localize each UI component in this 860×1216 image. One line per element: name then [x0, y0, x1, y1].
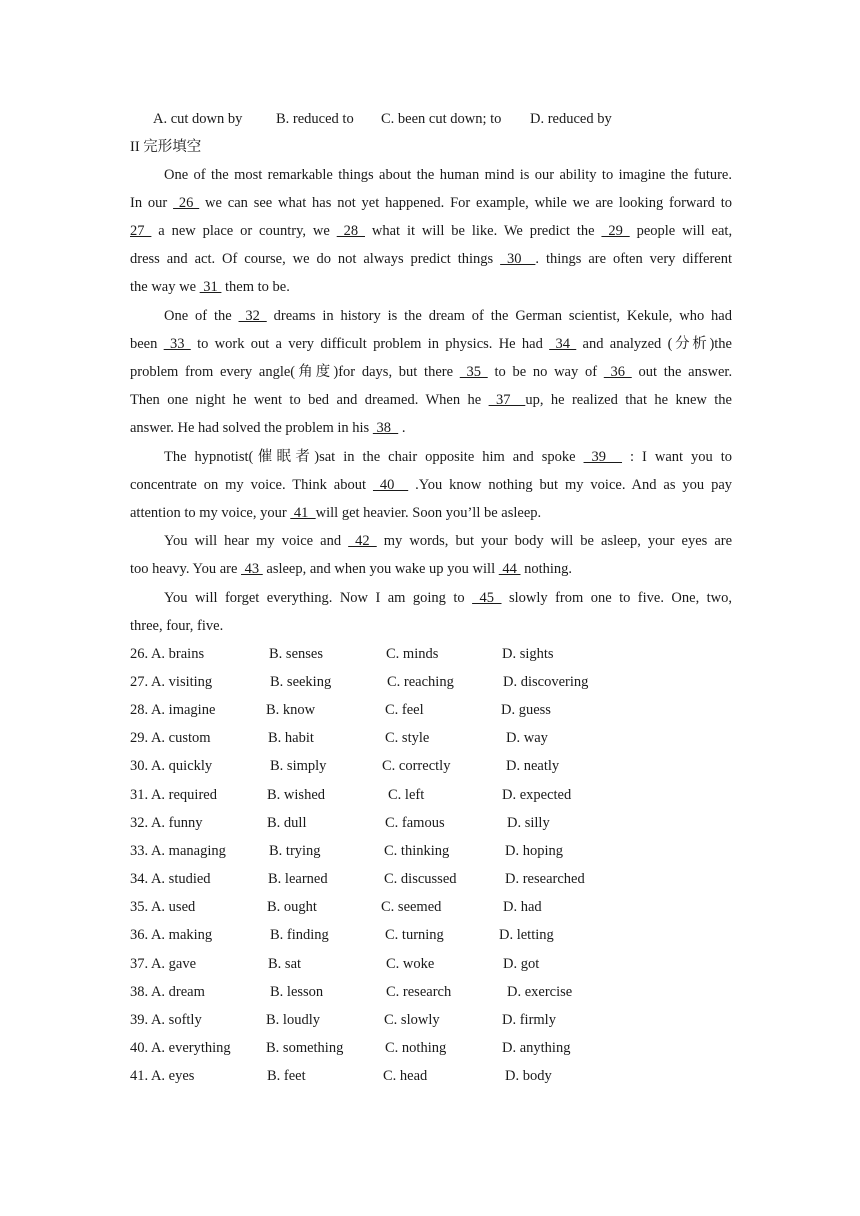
option-d: D. silly — [507, 815, 550, 831]
passage-text: asleep, and when you wake up you will — [266, 561, 496, 577]
option-b: B. sat — [268, 956, 302, 972]
option-b: B. finding — [270, 927, 329, 943]
option-d: D. way — [506, 730, 548, 746]
passage-text: .You know nothing but my voice. And as you pay — [415, 477, 733, 493]
blank-43: 43 — [241, 561, 263, 577]
passage-line — [130, 617, 732, 635]
passage-text: three, four, five. — [130, 618, 224, 634]
option-a: 33. A. managing — [130, 843, 226, 859]
option-d: D. had — [503, 899, 542, 915]
option-a: A. cut down by — [153, 111, 243, 127]
passage-text: slowly from one to five. One, two, — [508, 590, 733, 606]
option-b: B. simply — [270, 758, 327, 774]
passage-line — [130, 476, 732, 494]
blank-41: 41 — [290, 505, 316, 521]
option-c: C. left — [388, 787, 425, 803]
passage-text: to work out a very difficult problem in physics. He had — [197, 336, 543, 352]
option-c: C. research — [386, 984, 452, 1000]
passage-text: them to be. — [225, 279, 290, 295]
option-b: B. ought — [267, 899, 317, 915]
option-c: C. nothing — [385, 1040, 447, 1056]
passage-text: answer. He had solved the problem in his — [130, 420, 370, 436]
blank-39: 39 — [583, 449, 623, 465]
passage-line — [130, 335, 732, 353]
blank-28: 28 — [336, 223, 365, 239]
passage-text: dreams in history is the dream of the German scientist, Kekule, who had — [273, 308, 732, 324]
passage-line — [164, 532, 732, 550]
passage-text: : I want you to — [630, 449, 733, 465]
option-b: B. something — [266, 1040, 344, 1056]
option-c: C. famous — [385, 815, 445, 831]
option-b: B. habit — [268, 730, 314, 746]
option-b: B. trying — [269, 843, 321, 859]
option-b: B. know — [266, 702, 316, 718]
passage-line — [130, 363, 732, 381]
blank-30: 30 — [500, 251, 536, 267]
passage-text: dress and act. Of course, we do not always predict things — [130, 251, 494, 267]
option-a: 37. A. gave — [130, 956, 197, 972]
option-c: C. woke — [386, 956, 435, 972]
passage-line — [130, 504, 732, 522]
option-a: 39. A. softly — [130, 1012, 202, 1028]
option-c: C. correctly — [382, 758, 451, 774]
passage-line — [130, 194, 732, 212]
passage-text: attention to my voice, your — [130, 505, 287, 521]
option-d: D. researched — [505, 871, 585, 887]
passage-line — [164, 307, 732, 325]
option-a: 36. A. making — [130, 927, 213, 943]
option-d: D. sights — [502, 646, 554, 662]
passage-text: people will eat, — [636, 223, 733, 239]
option-a: 31. A. required — [130, 787, 217, 803]
option-c: C. head — [383, 1068, 428, 1084]
option-c: C. turning — [385, 927, 444, 943]
blank-42: 42 — [348, 533, 377, 549]
blank-38: 38 — [372, 420, 399, 436]
passage-text: too heavy. You are — [130, 561, 238, 577]
option-a: 34. A. studied — [130, 871, 211, 887]
option-d: D. expected — [502, 787, 572, 803]
blank-45: 45 — [472, 590, 502, 606]
option-c: C. feel — [385, 702, 424, 718]
blank-29: 29 — [601, 223, 630, 239]
passage-text: You will forget everything. Now I am going to — [164, 590, 465, 606]
option-d: D. discovering — [503, 674, 589, 690]
blank-31: 31 — [199, 279, 222, 295]
section-title: II 完形填空 — [130, 139, 202, 155]
blank-35: 35 — [459, 364, 488, 380]
passage-line — [164, 448, 732, 466]
passage-text: and analyzed (分析)the — [582, 336, 732, 352]
option-d: D. firmly — [502, 1012, 556, 1028]
option-a: 29. A. custom — [130, 730, 211, 746]
passage-line — [164, 589, 732, 607]
option-a: 27. A. visiting — [130, 674, 213, 690]
passage-text: problem from every angle(角度)for days, but there — [130, 364, 454, 380]
option-c: C. seemed — [381, 899, 442, 915]
blank-34: 34 — [549, 336, 577, 352]
option-d: D. letting — [499, 927, 554, 943]
passage-text: what it will be like. We predict the — [371, 223, 595, 239]
passage-text: One of the — [164, 308, 232, 324]
blank-36: 36 — [603, 364, 632, 380]
passage-text: been — [130, 336, 158, 352]
option-b: B. senses — [269, 646, 323, 662]
passage-line — [130, 560, 732, 578]
blank-32: 32 — [238, 308, 267, 324]
option-c: C. minds — [386, 646, 439, 662]
option-b: B. loudly — [266, 1012, 320, 1028]
option-c: C. reaching — [387, 674, 454, 690]
option-b: B. feet — [267, 1068, 306, 1084]
passage-text: a new place or country, we — [158, 223, 330, 239]
passage-text: my words, but your body will be asleep, your eyes are — [383, 533, 733, 549]
passage-text: we can see what has not yet happened. For example, while we are looking forward to — [205, 195, 733, 211]
option-c: C. style — [385, 730, 430, 746]
option-d: D. body — [505, 1068, 552, 1084]
passage-line — [164, 166, 732, 184]
passage-line — [130, 222, 732, 240]
passage-text: In our — [130, 195, 168, 211]
passage-line — [130, 419, 732, 437]
option-d: D. guess — [501, 702, 551, 718]
option-d: D. hoping — [505, 843, 563, 859]
passage-text: the way we — [130, 279, 197, 295]
passage-text: You will hear my voice and — [164, 533, 342, 549]
blank-37: 37 — [488, 392, 526, 408]
option-b: B. wished — [267, 787, 325, 803]
option-a: 30. A. quickly — [130, 758, 213, 774]
passage-text: will get heavier. Soon you’ll be asleep. — [315, 505, 542, 521]
blank-27: 27 — [130, 223, 152, 239]
passage-line — [130, 250, 732, 268]
option-c: C. thinking — [384, 843, 450, 859]
option-a: 28. A. imagine — [130, 702, 216, 718]
option-b: B. learned — [268, 871, 328, 887]
option-b: B. dull — [267, 815, 307, 831]
option-a: 38. A. dream — [130, 984, 205, 1000]
passage-text: nothing. — [524, 561, 573, 577]
option-a: 26. A. brains — [130, 646, 205, 662]
option-c: C. slowly — [384, 1012, 440, 1028]
option-d: D. got — [503, 956, 540, 972]
passage-line — [130, 278, 732, 296]
blank-40: 40 — [372, 477, 409, 493]
option-c: C. been cut down; to — [381, 111, 502, 127]
option-a: 35. A. used — [130, 899, 196, 915]
passage-text: One of the most remarkable things about the human mind is our ability to imagine the future. — [164, 167, 732, 183]
option-d: D. anything — [502, 1040, 571, 1056]
passage-text: . — [401, 420, 406, 436]
blank-44: 44 — [498, 561, 521, 577]
option-a: 41. A. eyes — [130, 1068, 195, 1084]
passage-text: up, he realized that he knew the — [525, 392, 732, 408]
option-b: B. lesson — [270, 984, 324, 1000]
option-d: D. reduced by — [530, 111, 612, 127]
passage-text: The hypnotist(催眠者)sat in the chair opposite him and spoke — [164, 449, 576, 465]
passage-text: to be no way of — [494, 364, 598, 380]
blank-26: 26 — [173, 195, 200, 211]
blank-33: 33 — [163, 336, 191, 352]
option-a: 40. A. everything — [130, 1040, 231, 1056]
passage-line — [130, 391, 732, 409]
option-a: 32. A. funny — [130, 815, 203, 831]
option-b: B. reduced to — [276, 111, 354, 127]
passage-text: Then one night he went to bed and dreamed. When he — [130, 392, 482, 408]
option-d: D. exercise — [507, 984, 573, 1000]
passage-text: . things are often very different — [535, 251, 733, 267]
passage-text: concentrate on my voice. Think about — [130, 477, 367, 493]
passage-text: out the answer. — [638, 364, 733, 380]
option-d: D. neatly — [506, 758, 560, 774]
option-b: B. seeking — [270, 674, 332, 690]
option-c: C. discussed — [384, 871, 457, 887]
